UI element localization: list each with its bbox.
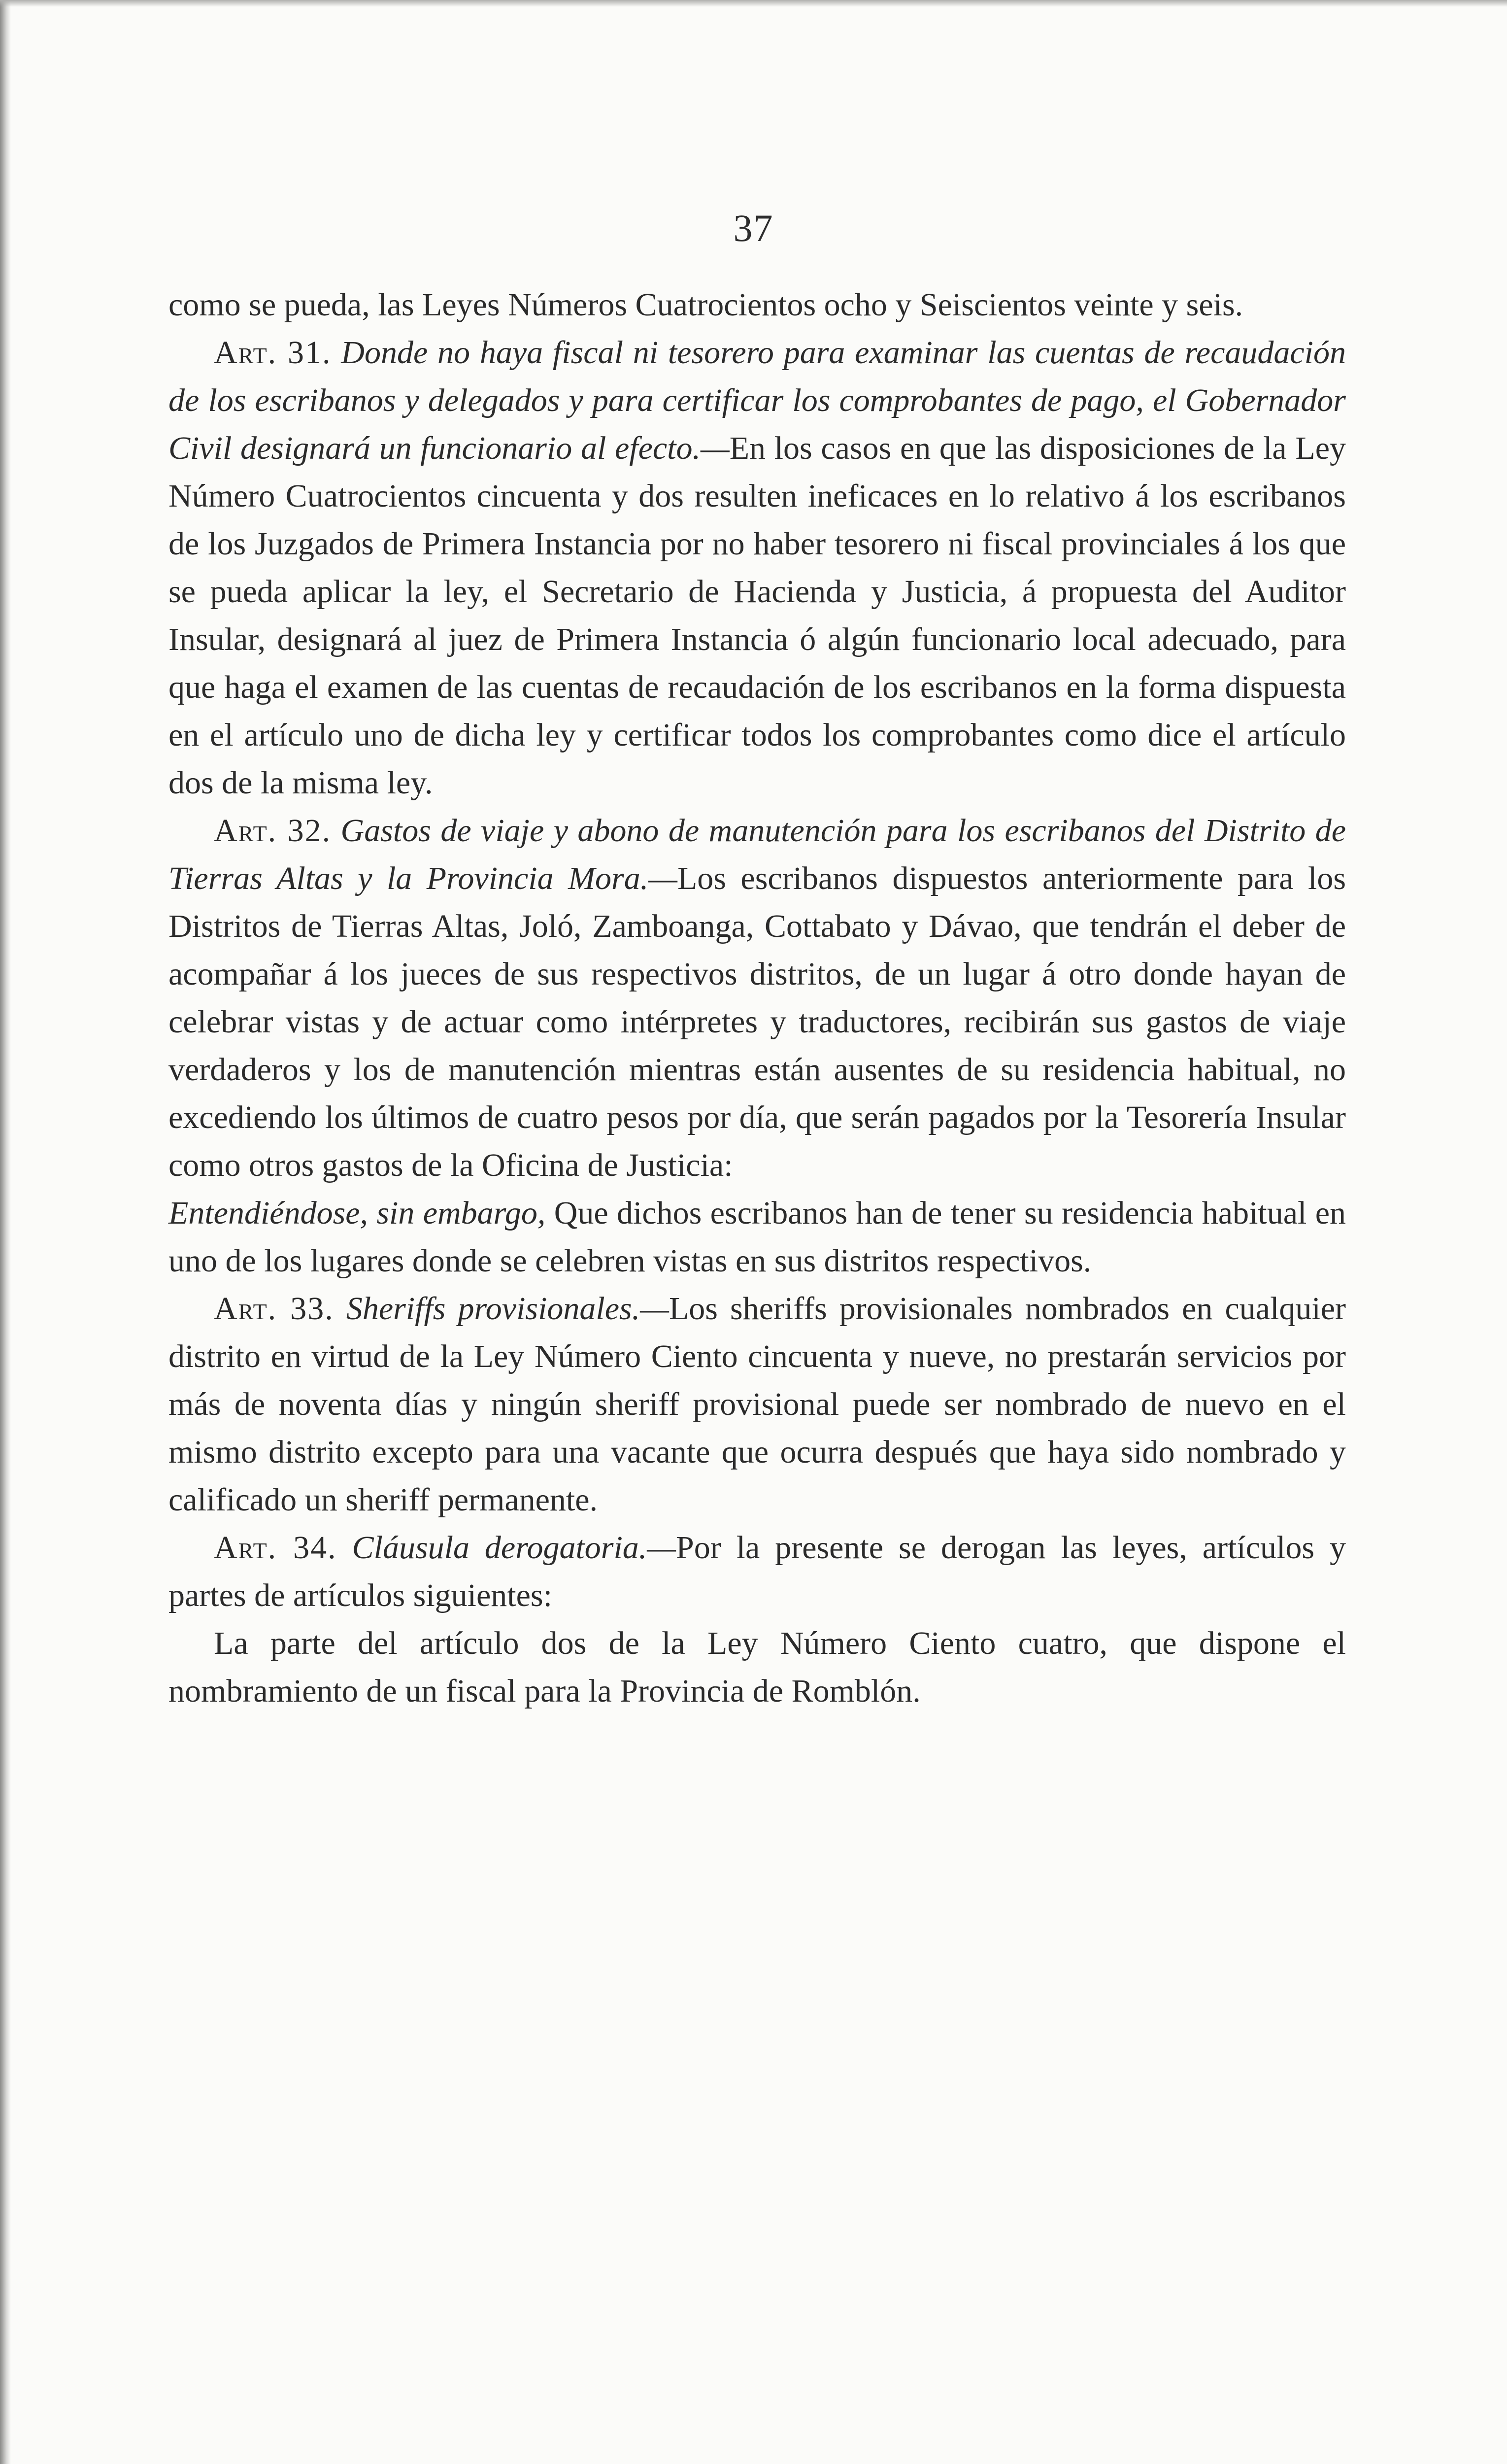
article-title: Cláusula derogatoria.— <box>352 1530 676 1566</box>
article-title: Gastos de viaje y abono de manutención para los escribanos del Distrito de Tierras Altas y la Provincia Mora.— <box>168 813 1346 896</box>
page-number: 37 <box>733 206 774 249</box>
article-label: Art. 32. <box>214 813 332 849</box>
article-34-item <box>168 1619 1346 1715</box>
article-body: Los sheriffs provisionales nombrados en cualquier distrito en virtud de la Ley Número Ciento cincuenta y nueve, no prestarán servicios por más de noventa días y ningún sheriff provisional puede ser nombrado de nuevo en el mismo distrito excepto para una vacante que ocurra después que haya sido nombrado y calificado un sheriff permanente. <box>168 1291 1346 1518</box>
article-label: Art. 33. <box>214 1291 334 1327</box>
article-34 <box>168 1524 1346 1619</box>
article-body: Por la presente se derogan las leyes, artículos y partes de artículos siguientes: <box>168 1530 1346 1613</box>
article-body: En los casos en que las disposiciones de la Ley Número Cuatrocientos cincuenta y dos resulten ineficaces en lo relativo á los escribanos de los Juzgados de Primera Instancia por no haber tesorero ni fiscal provinciales á los que se pueda aplicar la ley, el Secretario de Hacienda y Justicia, á propuesta del Auditor Insular, designará al juez de Primera Instancia ó algún funcionario local adecuado, para que haga el examen de las cuentas de recaudación de los escribanos en la forma dispuesta en el artículo uno de dicha ley y certificar todos los comprobantes como dice el artículo dos de la misma ley. <box>168 430 1346 801</box>
paragraph-body: La parte del artículo dos de la Ley Número Ciento cuatro, que dispone el nombramiento de un fiscal para la Provincia de Romblón. <box>168 1625 1346 1709</box>
body-text <box>168 281 1346 1715</box>
article-body: Los escribanos dispuestos anteriormente para los Distritos de Tierras Altas, Joló, Zamboanga, Cottabato y Dávao, que tendrán el deber de acompañar á los jueces de sus respectivos distritos, de un lugar á otro donde hayan de celebrar vistas y de actuar como intérpretes y traductores, recibirán sus gastos de viaje verdaderos y los de manutención mientras están ausentes de su residencia habitual, no excediendo los últimos de cuatro pesos por día, que serán pagados por la Tesorería Insular como otros gastos de la Oficina de Justicia: <box>168 860 1346 1183</box>
article-label: Art. 34. <box>214 1530 337 1566</box>
paragraph-continuation <box>168 281 1346 329</box>
proviso-body: Que dichos escribanos han de tener su residencia habitual en uno de los lugares donde se celebren vistas en sus distritos respectivos. <box>168 1195 1346 1279</box>
article-31 <box>168 329 1346 807</box>
scan-shadow-left <box>0 0 11 2464</box>
article-label: Art. 31. <box>214 335 332 371</box>
article-32 <box>168 807 1346 1189</box>
scan-shadow-top <box>0 0 1507 7</box>
article-title: Sheriffs provisionales.— <box>346 1291 669 1327</box>
article-33 <box>168 1285 1346 1524</box>
proviso-lead: Entendiéndose, sin embargo, <box>168 1195 546 1231</box>
article-title: Donde no haya fiscal ni tesorero para examinar las cuentas de recaudación de los escribanos y delegados y para certificar los comprobantes de pago, el Gobernador Civil designará un funcionario al efecto.— <box>168 335 1346 466</box>
paragraph-body: como se pueda, las Leyes Números Cuatrocientos ocho y Seiscientos veinte y seis. <box>168 287 1243 323</box>
article-32-proviso <box>168 1189 1346 1285</box>
